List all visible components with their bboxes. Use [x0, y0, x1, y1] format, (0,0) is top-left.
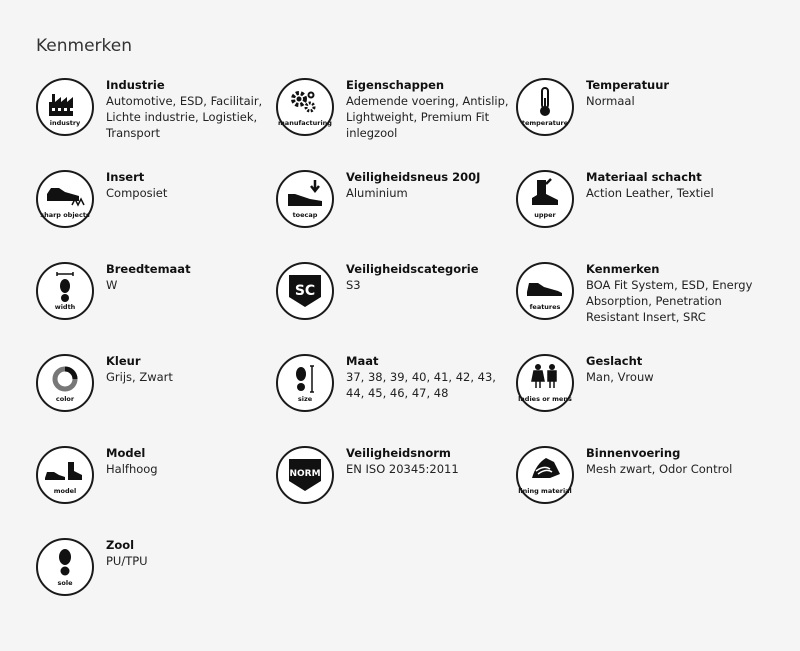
icon-caption: industry [49, 119, 81, 127]
norm-badge-icon [276, 446, 334, 504]
feature-label: Insert [106, 170, 145, 184]
boot-upper-icon [516, 170, 574, 228]
feature-materiaal-schacht [516, 170, 751, 250]
thermometer-icon [516, 78, 574, 136]
shoe-model-icon [36, 446, 94, 504]
feature-zool [36, 538, 271, 618]
feature-label: Kenmerken [586, 262, 660, 276]
feature-label: Zool [106, 538, 135, 552]
feature-maat [276, 354, 511, 434]
sole-icon [36, 538, 94, 596]
feature-value: 37, 38, 39, 40, 41, 42, 43, 44, 45, 46, 47, 48 [346, 370, 496, 400]
feature-label: Breedtemaat [106, 262, 191, 276]
feature-breedtemaat [36, 262, 271, 342]
feature-label: Materiaal schacht [586, 170, 702, 184]
feature-label: Binnenvoering [586, 446, 681, 460]
feature-value: Man, Vrouw [586, 370, 654, 384]
feature-model [36, 446, 271, 526]
feature-eigenschappen [276, 78, 511, 158]
lining-material-icon [516, 446, 574, 504]
feature-binnenvoering [516, 446, 751, 526]
color-ring-icon [36, 354, 94, 412]
icon-caption: features [529, 303, 561, 311]
icon-caption: lining material [518, 487, 572, 495]
feature-value: Ademende voering, Antislip, Lightweight, Premium Fit inlegzool [346, 94, 509, 140]
feature-value: EN ISO 20345:2011 [346, 462, 459, 476]
feature-label: Veiligheidscategorie [346, 262, 479, 276]
feature-veiligheidsneus [276, 170, 511, 250]
feature-value: PU/TPU [106, 554, 148, 568]
feature-label: Veiligheidsneus 200J [346, 170, 481, 184]
feature-industrie [36, 78, 271, 158]
footprint-size-icon [276, 354, 334, 412]
feature-label: Geslacht [586, 354, 643, 368]
feature-value: Automotive, ESD, Facilitair, Lichte industrie, Logistiek, Transport [106, 94, 263, 140]
icon-caption: ladies or mens [518, 395, 572, 403]
svg-text:SC: SC [294, 283, 316, 299]
icon-caption: sharp objects [40, 211, 90, 219]
toecap-icon [276, 170, 334, 228]
feature-kleur [36, 354, 271, 434]
ladies-mens-icon [516, 354, 574, 412]
icon-caption: sole [57, 579, 73, 587]
icon-caption: upper [534, 211, 556, 219]
section-title: Kenmerken [36, 36, 133, 56]
feature-temperatuur [516, 78, 751, 158]
icon-caption: manufacturing [278, 119, 332, 127]
icon-caption: temperature [521, 119, 569, 127]
feature-label: Veiligheidsnorm [346, 446, 451, 460]
shoe-features-icon [516, 262, 574, 320]
feature-value: Mesh zwart, Odor Control [586, 462, 733, 476]
feature-label: Kleur [106, 354, 141, 368]
feature-kenmerken [516, 262, 751, 342]
gears-icon [276, 78, 334, 136]
footprint-width-icon [36, 262, 94, 320]
feature-veiligheidscategorie [276, 262, 511, 342]
factory-icon [36, 78, 94, 136]
feature-value: Halfhoog [106, 462, 158, 476]
feature-value: W [106, 278, 118, 292]
icon-caption: toecap [292, 211, 318, 219]
feature-veiligheidsnorm [276, 446, 511, 526]
feature-value: BOA Fit System, ESD, Energy Absorption, Penetration Resistant Insert, SRC [586, 278, 753, 324]
icon-caption: width [54, 303, 76, 311]
feature-label: Temperatuur [586, 78, 670, 92]
feature-label: Model [106, 446, 146, 460]
icon-caption: color [55, 395, 75, 403]
feature-insert [36, 170, 271, 250]
icon-caption: size [297, 395, 313, 403]
feature-value: Action Leather, Textiel [586, 186, 714, 200]
feature-value: S3 [346, 278, 361, 292]
feature-label: Industrie [106, 78, 165, 92]
shoe-sharp-objects-icon [36, 170, 94, 228]
feature-value: Composiet [106, 186, 168, 200]
feature-value: Normaal [586, 94, 635, 108]
icon-caption: model [53, 487, 77, 495]
svg-text:NORM: NORM [289, 469, 321, 479]
feature-value: Grijs, Zwart [106, 370, 173, 384]
feature-value: Aluminium [346, 186, 408, 200]
sc-badge-icon [276, 262, 334, 320]
feature-label: Maat [346, 354, 379, 368]
feature-label: Eigenschappen [346, 78, 445, 92]
feature-geslacht [516, 354, 751, 434]
